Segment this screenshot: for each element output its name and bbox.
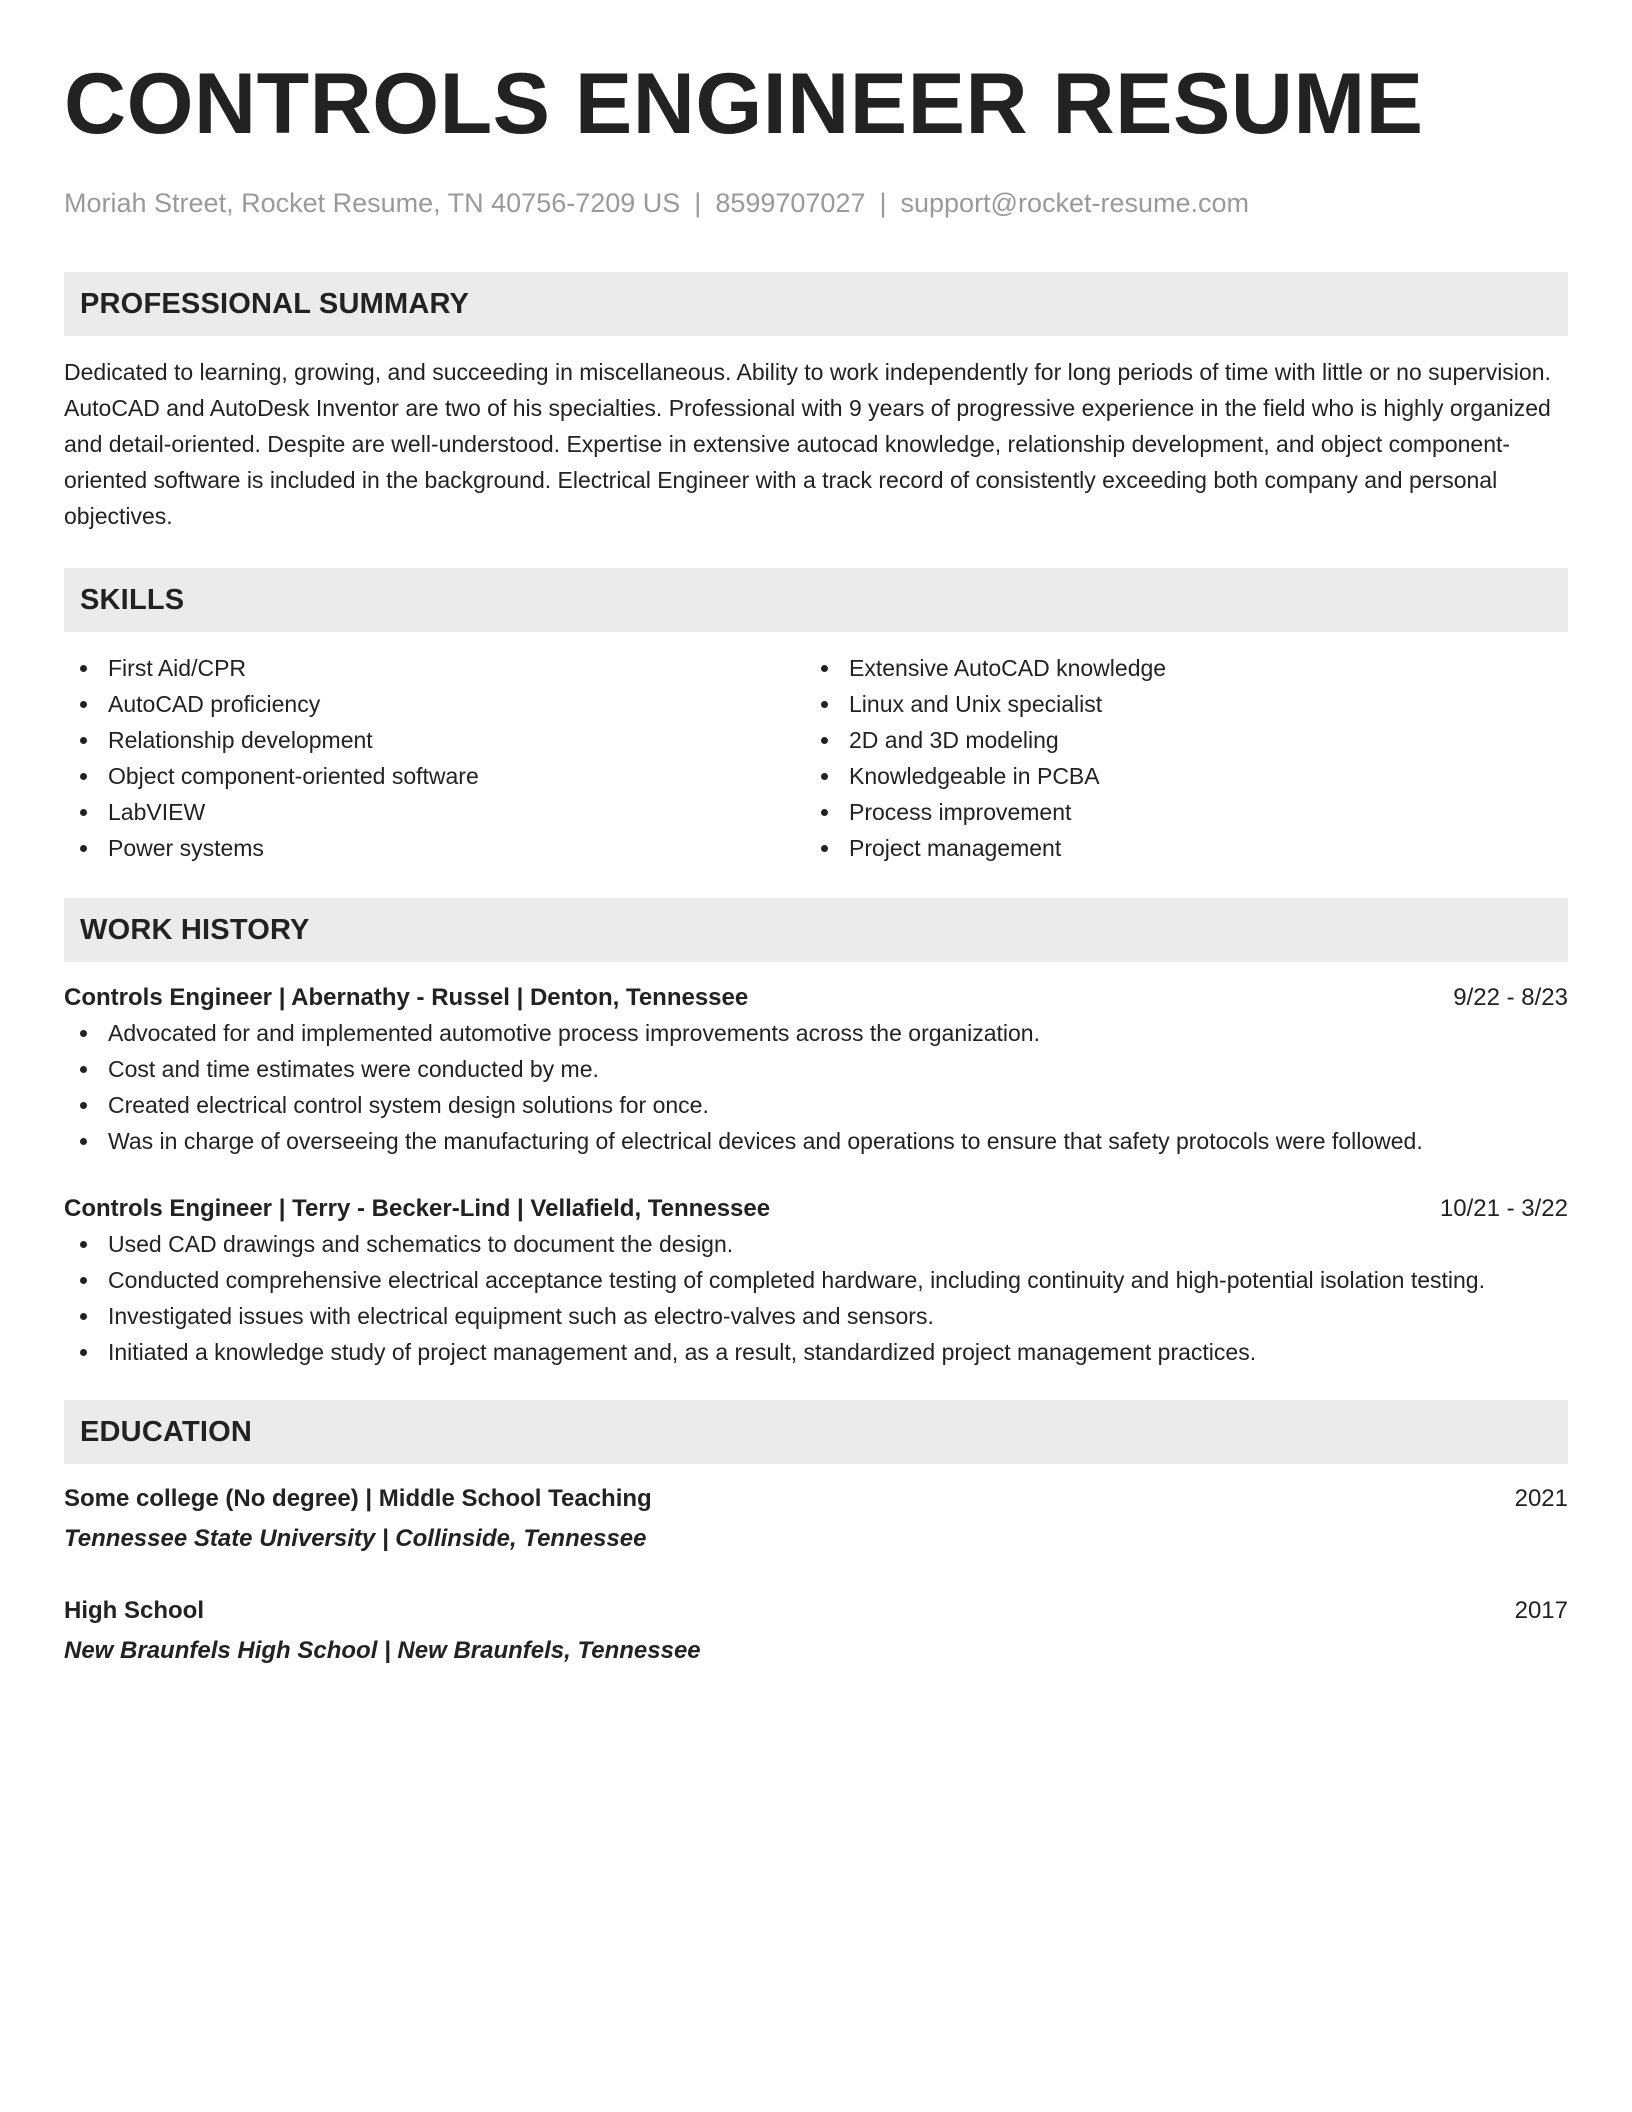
resume-title: CONTROLS ENGINEER RESUME [64,56,1424,152]
skill-item: 2D and 3D modeling [805,722,1546,758]
job-bullet: Used CAD drawings and schematics to document the design. [64,1226,1568,1262]
skill-item: Knowledgeable in PCBA [805,758,1546,794]
job-bullet: Advocated for and implemented automotive process improvements across the organization. [64,1015,1568,1051]
education-degree: High School [64,1597,204,1624]
skill-item: Power systems [64,830,805,866]
education-year: 2021 [1514,1485,1568,1512]
education-degree: Some college (No degree) | Middle School Teaching [64,1485,652,1512]
skill-item: AutoCAD proficiency [64,686,805,722]
skill-item: Object component-oriented software [64,758,805,794]
skills-column-left [64,650,805,866]
education-entry-header [64,1594,1568,1628]
job-bullets [64,1015,1568,1159]
job-title: Controls Engineer | Abernathy - Russel | Denton, Tennessee [64,984,749,1011]
education-heading: EDUCATION [64,1400,1568,1464]
skill-item: LabVIEW [64,794,805,830]
skills-list [64,650,1568,866]
skills-column-right [805,650,1546,866]
job-title: Controls Engineer | Terry - Becker-Lind | Vellafield, Tennessee [64,1195,771,1222]
job-header [64,1192,1568,1226]
skill-item: Extensive AutoCAD knowledge [805,650,1546,686]
job-bullet: Created electrical control system design solutions for once. [64,1087,1568,1123]
phone: 8599707027 [715,188,866,218]
skill-item: Linux and Unix specialist [805,686,1546,722]
job-bullet: Investigated issues with electrical equipment such as electro-valves and sensors. [64,1298,1568,1334]
skill-item: Process improvement [805,794,1546,830]
contact-line [64,186,1568,220]
job-bullet: Conducted comprehensive electrical acceptance testing of completed hardware, including continuity and high-potential isolation testing. [64,1262,1568,1298]
work-history-heading: WORK HISTORY [64,898,1568,962]
summary-text: Dedicated to learning, growing, and succeeding in miscellaneous. Ability to work independently for long periods of time with little or no supervision. AutoCAD and AutoDesk Inventor are two of his specialties. Professional with 9 years of progressive experience in the field who is highly organized and detail-oriented. Despite are well-understood. Expertise in extensive autocad knowledge, relationship development, and object component-oriented software is included in the background. Electrical Engineer with a track record of consistently exceeding both company and personal objectives. [64,359,1551,529]
skills-heading: SKILLS [64,568,1568,632]
job-bullets [64,1226,1568,1370]
email: support@rocket-resume.com [900,188,1250,218]
job-dates: 9/22 - 8/23 [1453,984,1568,1011]
contact-separator: | [879,188,887,218]
job-bullet: Initiated a knowledge study of project management and, as a result, standardized project management practices. [64,1334,1568,1370]
address: Moriah Street, Rocket Resume, TN 40756-7209 US [64,188,681,218]
skill-item: Project management [805,830,1546,866]
skill-item: Relationship development [64,722,805,758]
education-school: Tennessee State University | Collinside, Tennessee [64,1525,647,1552]
skill-item: First Aid/CPR [64,650,805,686]
education-school: New Braunfels High School | New Braunfels, Tennessee [64,1637,701,1664]
job-bullet: Cost and time estimates were conducted by me. [64,1051,1568,1087]
contact-separator: | [694,188,702,218]
job-dates: 10/21 - 3/22 [1439,1195,1568,1222]
summary-heading: PROFESSIONAL SUMMARY [64,272,1568,336]
education-year: 2017 [1514,1597,1568,1624]
education-entry-header [64,1482,1568,1516]
job-bullet: Was in charge of overseeing the manufacturing of electrical devices and operations to ensure that safety protocols were followed. [64,1123,1568,1159]
job-header [64,981,1568,1015]
